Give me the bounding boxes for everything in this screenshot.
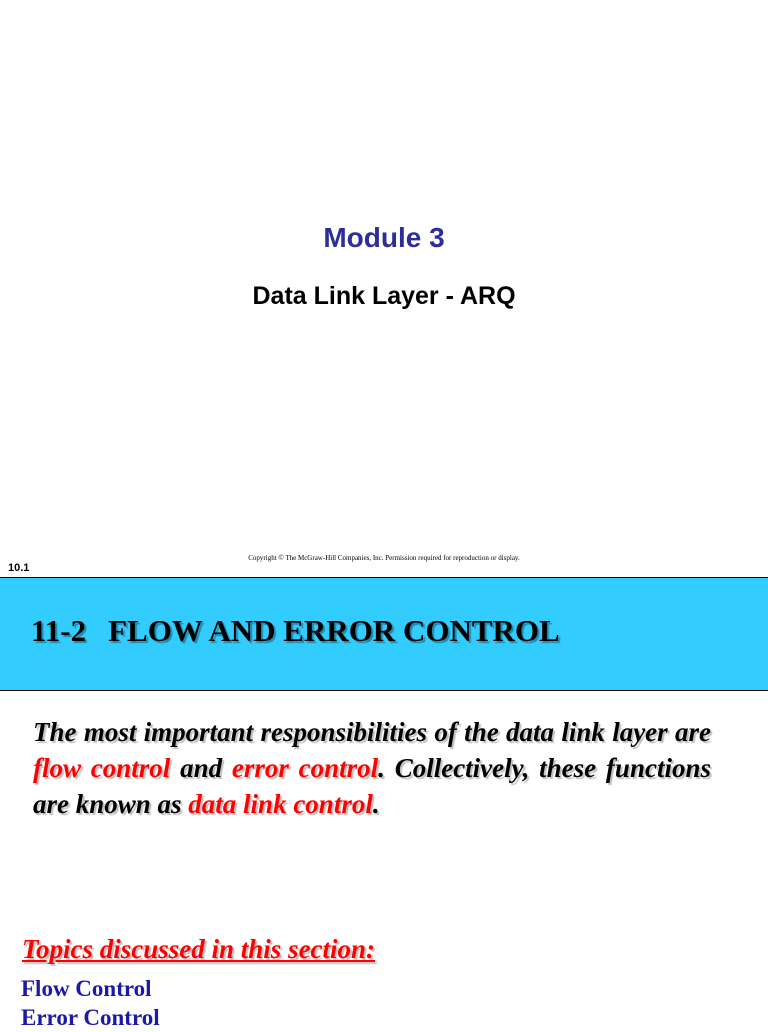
copyright-notice: Copyright © The McGraw-Hill Companies, Inc. Permission required for reproduction or display. <box>248 554 520 562</box>
section-banner <box>0 577 768 691</box>
section-title: FLOW AND ERROR CONTROL <box>108 613 560 648</box>
term-error-control: error control <box>231 753 379 783</box>
section-number: 11-2 <box>31 613 87 648</box>
module-title: Module 3 <box>323 222 445 253</box>
slide-subtitle: Data Link Layer - ARQ <box>252 282 516 310</box>
topic-error-control: Error Control <box>21 1005 160 1030</box>
para-text-2: and <box>170 753 232 783</box>
para-text-1: The most important responsibilities of the data link layer are <box>33 717 711 747</box>
para-text-3: . Collectively, these functions are known as <box>33 753 711 819</box>
term-flow-control: flow control <box>33 753 171 783</box>
term-data-link-control: data link control <box>188 789 373 819</box>
section-heading <box>31 613 560 649</box>
topic-flow-control: Flow Control <box>21 976 152 1001</box>
slide-number: 10.1 <box>8 562 30 574</box>
topics-list <box>21 974 160 1032</box>
intro-paragraph <box>33 714 711 822</box>
topics-heading: Topics discussed in this section: <box>22 934 376 964</box>
para-text-4: . <box>372 789 380 819</box>
